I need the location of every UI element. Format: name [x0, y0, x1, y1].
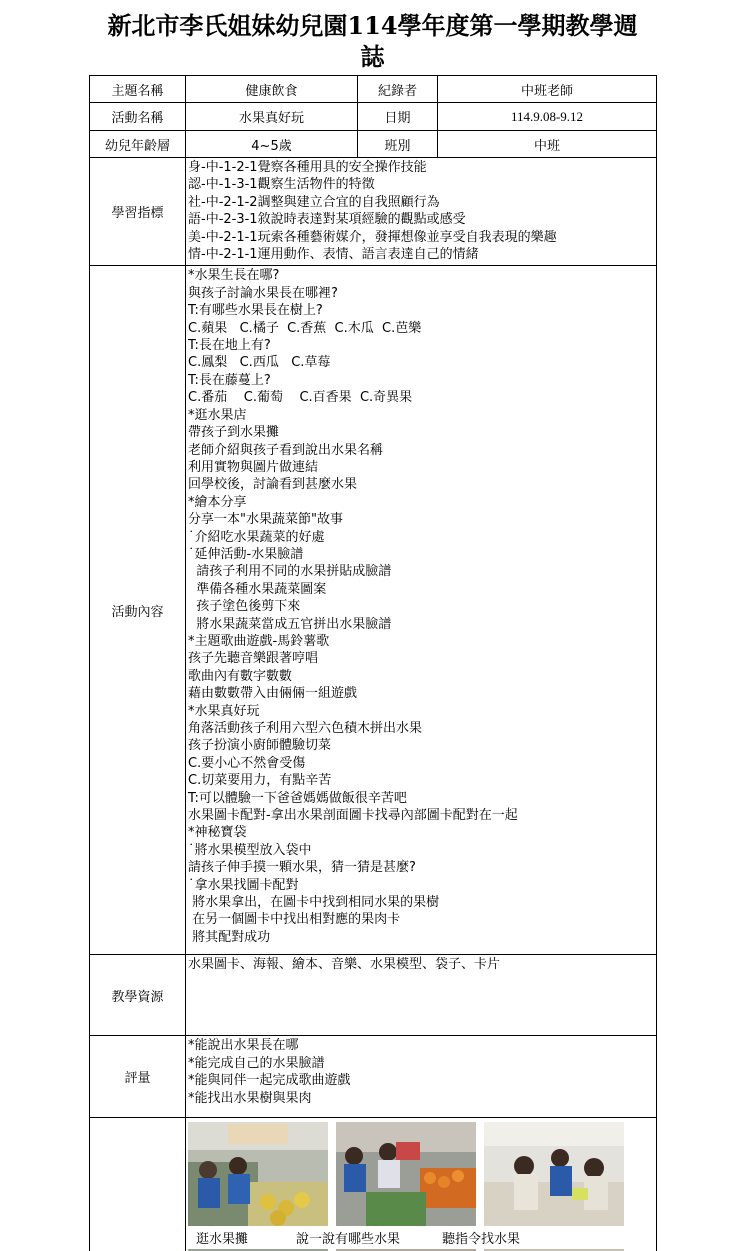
content-line: 將水果拿出，在圖卡中找到相同水果的果樹 — [188, 895, 440, 911]
assessment-item: *能完成自己的水果臉譜 — [188, 1055, 325, 1071]
theme-row — [90, 76, 657, 103]
content-label: 活動內容 — [90, 266, 186, 955]
indicator-item: 語-中-2-3-1敘說時表達對某項經驗的觀點或感受 — [188, 212, 466, 228]
theme-label: 主題名稱 — [90, 76, 186, 103]
content-line: 水果圖卡配對-拿出水果剖面圖卡找尋內部圖卡配對在一起 — [188, 808, 518, 824]
photos-label-cell — [90, 1118, 186, 1251]
photos-cell — [186, 1118, 657, 1251]
content-line: 角落活動孩子利用六型六色積木拼出水果 — [188, 721, 423, 736]
content-line: 在另一個圖卡中找出相對應的果肉卡 — [188, 912, 401, 928]
content-line: 分享一本"水果蔬菜節"故事 — [188, 512, 343, 528]
assessment-item: *能找出水果樹與果肉 — [188, 1090, 312, 1106]
assessment-item: *能與同伴一起完成歌曲遊戲 — [188, 1073, 351, 1089]
content-line: C.蘋果 C.橘子 C.香蕉 C.木瓜 C.芭樂 — [188, 320, 422, 336]
content-line: 孩子先聽音樂跟著哼唱 — [188, 651, 319, 667]
photos-row — [90, 1118, 657, 1251]
photo-caption: 逛水果攤 — [196, 1232, 249, 1248]
photo-caption: 說一說有哪些水果 — [296, 1232, 401, 1248]
indicator-item: 身-中-1-2-1覺察各種用具的安全操作技能 — [188, 160, 427, 175]
content-line: 準備各種水果蔬菜圖案 — [188, 581, 327, 597]
content-line: 歌曲內有數字數數 — [188, 668, 293, 684]
content-line: 請孩子伸手摸一顆水果，猜一猜是甚麼? — [188, 860, 416, 876]
age-row — [90, 131, 657, 158]
content-line: *水果真好玩 — [188, 703, 260, 719]
content-line: *逛水果店 — [188, 407, 247, 423]
content-line: 與孩子討論水果長在哪裡? — [188, 285, 338, 301]
content-line: 請孩子利用不同的水果拼貼成臉譜 — [188, 564, 392, 580]
theme-value: 健康飲食 — [186, 76, 358, 103]
assessment-item: *能說出水果長在哪 — [188, 1038, 299, 1054]
content-line: C.要小心不然會受傷 — [188, 755, 306, 771]
content-line: *神秘寶袋 — [188, 825, 247, 841]
recorder-label: 紀錄者 — [358, 76, 438, 103]
content-line: ˙介紹吃水果蔬菜的好處 — [188, 529, 325, 545]
class-label: 班別 — [358, 131, 438, 158]
indicator-item: 社-中-2-1-2調整與建立合宜的自我照顧行為 — [188, 194, 440, 210]
content-line: 將水果蔬菜當成五官拼出水果臉譜 — [188, 616, 392, 632]
title-line-1: 新北市李氏姐妹幼兒園114學年度第一學期教學週 — [107, 11, 638, 40]
age-value: 4~5歲 — [186, 131, 358, 158]
activity-value: 水果真好玩 — [186, 103, 358, 131]
age-label: 幼兒年齡層 — [90, 131, 186, 158]
photo-fruit-stall — [188, 1122, 328, 1226]
teaching-log-table — [89, 75, 657, 1251]
content-line: ˙將水果模型放入袋中 — [188, 842, 312, 858]
content-line: 藉由數數帶入由倆倆一組遊戲 — [188, 686, 358, 702]
indicator-item: 認-中-1-3-1觀察生活物件的特徵 — [188, 177, 375, 193]
content-line: C.番茄 C.葡萄 C.百香果 C.奇異果 — [188, 390, 413, 406]
photo-find-fruit — [484, 1122, 624, 1226]
activity-label: 活動名稱 — [90, 103, 186, 131]
date-label: 日期 — [358, 103, 438, 131]
content-line: C.鳳梨 C.西瓜 C.草莓 — [188, 355, 331, 371]
content-line: 老師介紹與孩子看到說出水果名稱 — [188, 442, 384, 458]
document-title — [60, 10, 685, 72]
content-line: 回學校後，討論看到甚麼水果 — [188, 477, 358, 493]
content-line: *繪本分享 — [188, 494, 247, 510]
resources-text: 水果圖卡、海報、繪本、音樂、水果模型、袋子、卡片 — [188, 957, 501, 973]
content-line: 帶孩子到水果攤 — [188, 425, 280, 441]
indicator-item: 美-中-2-1-1玩索各種藝術媒介，發揮想像並享受自我表現的樂趣 — [188, 229, 557, 245]
resources-row — [90, 955, 657, 1036]
assessment-list — [186, 1036, 657, 1118]
content-line: T:有哪些水果長在樹上? — [188, 303, 323, 319]
content-line: T:可以體驗一下爸爸媽媽做飯很辛苦吧 — [188, 790, 407, 806]
indicators-list — [186, 158, 657, 266]
assessment-label: 評量 — [90, 1036, 186, 1118]
content-row — [90, 266, 657, 955]
class-value: 中班 — [438, 131, 657, 158]
content-line: 孩子扮演小廚師體驗切菜 — [188, 738, 332, 754]
photo-caption: 聽指令找水果 — [442, 1232, 521, 1248]
photo-fruit-talk — [336, 1122, 476, 1226]
content-list — [186, 266, 657, 955]
recorder-value: 中班老師 — [438, 76, 657, 103]
content-line: T:長在藤蔓上? — [188, 372, 271, 388]
content-line: *水果生長在哪? — [188, 268, 280, 284]
content-line: T:長在地上有? — [188, 338, 271, 354]
content-line: *主題歌曲遊戲-馬鈴薯歌 — [188, 633, 330, 649]
content-line: ˙延伸活動-水果臉譜 — [188, 546, 304, 562]
resources-cell — [186, 955, 657, 1036]
title-line-2: 誌 — [360, 42, 385, 71]
content-line: 利用實物與圖片做連結 — [188, 459, 319, 475]
indicator-item: 情-中-2-1-1運用動作、表情、語言表達自己的情緒 — [188, 247, 479, 263]
activity-row — [90, 103, 657, 131]
photo-strip — [186, 1118, 656, 1251]
assessment-row — [90, 1036, 657, 1118]
indicators-row — [90, 158, 657, 266]
content-line: 將其配對成功 — [188, 929, 271, 945]
date-value: 114.9.08-9.12 — [438, 103, 657, 131]
indicators-label: 學習指標 — [90, 158, 186, 266]
resources-label: 教學資源 — [90, 955, 186, 1036]
content-line: ˙拿水果找圖卡配對 — [188, 877, 299, 893]
content-line: 孩子塗色後剪下來 — [188, 599, 301, 615]
content-line: C.切菜要用力，有點辛苦 — [188, 773, 332, 789]
